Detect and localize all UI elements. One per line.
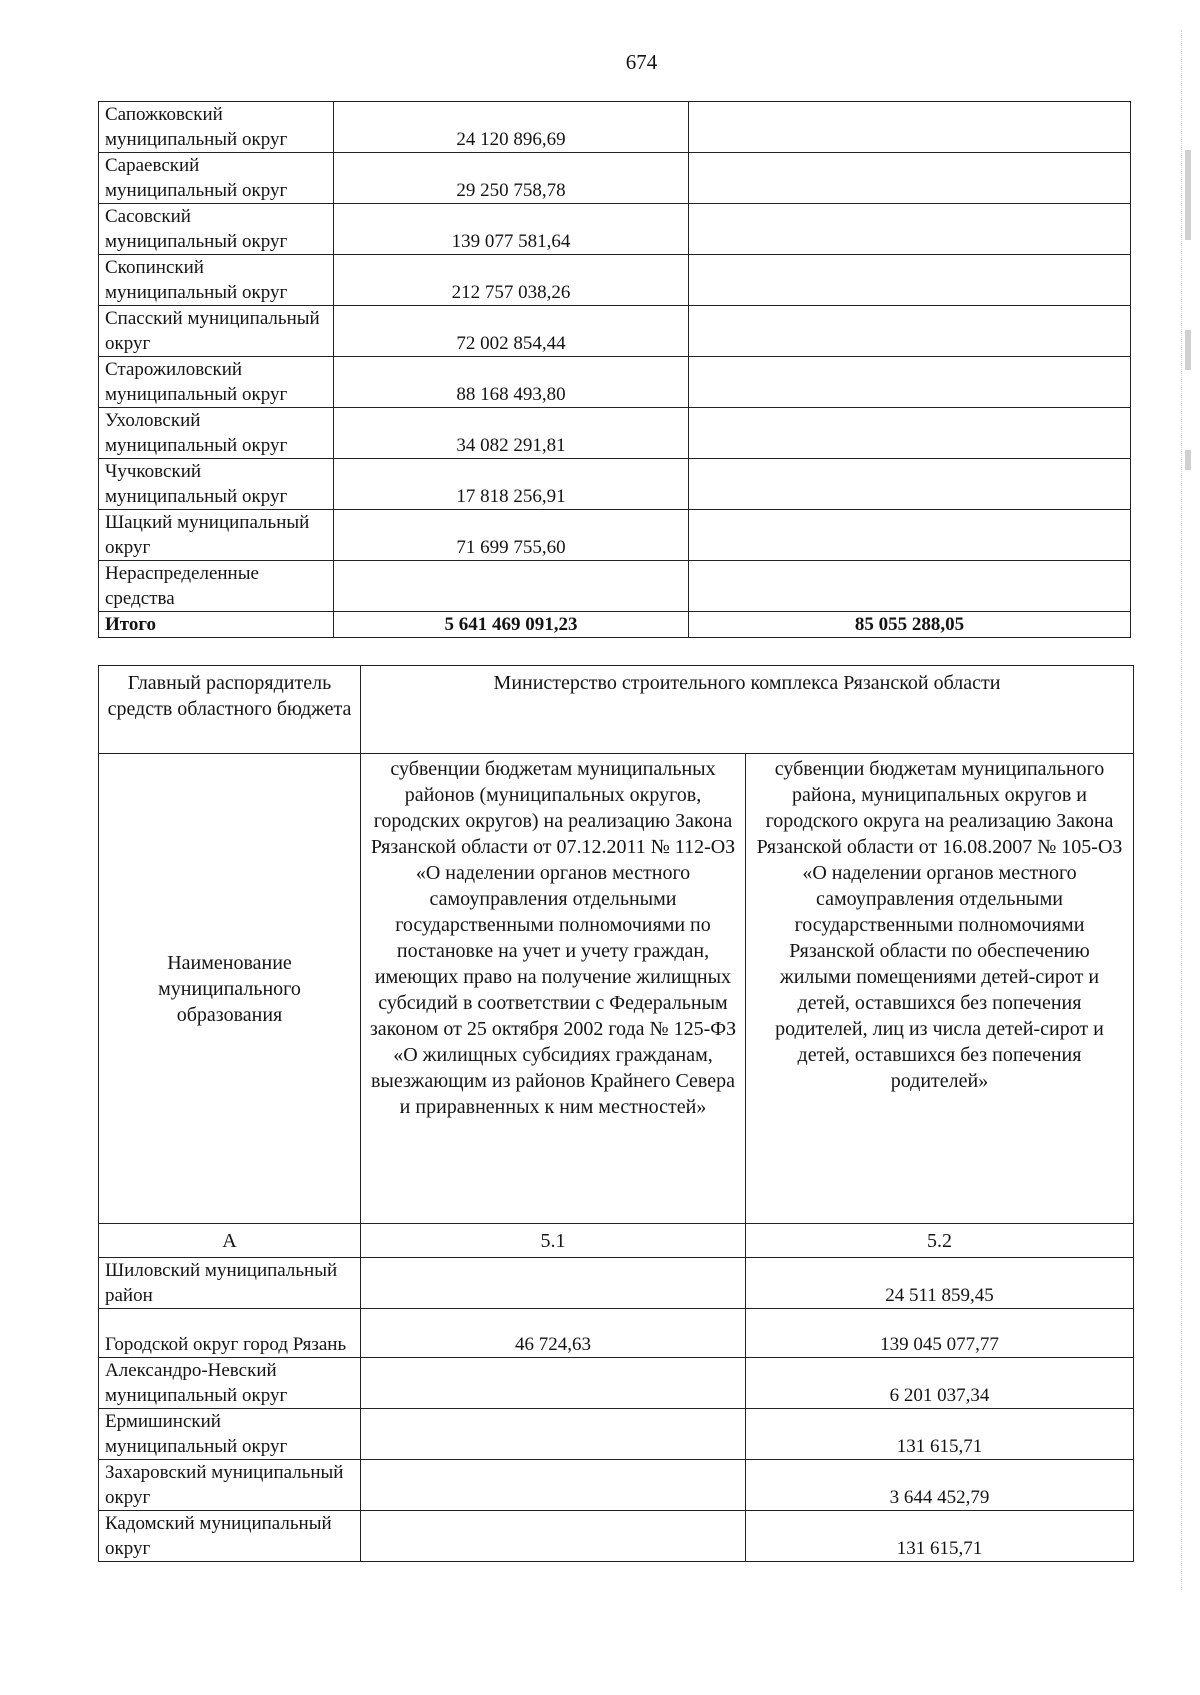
row-value-col1: 212 757 038,26	[334, 255, 689, 306]
table-row	[99, 1309, 1134, 1358]
table-row	[99, 357, 1131, 408]
row-name: Шацкий муниципальный округ	[99, 510, 334, 561]
row-value-col2: 131 615,71	[746, 1511, 1134, 1562]
table-row	[99, 1258, 1134, 1309]
total-value-col2: 85 055 288,05	[689, 612, 1131, 638]
table-row	[99, 510, 1131, 561]
col1-header: субвенции бюджетам муниципальных районов (муниципальных округов, городских округов) на реализацию Закона Рязанской области от 07.12.2011 № 112-ОЗ «О наделении органов местного самоуправления отдельными государственными полномочиями по постановке на учет и учету граждан, имеющих право на получение жилищных субсидий в соответствии с Федеральным законом от 25 октября 2002 года № 125-ФЗ «О жилищных субсидиях гражданам, выезжающим из районов Крайнего Севера и приравненных к ним местностей»	[361, 754, 746, 1224]
row-name: Спасский муниципальный округ	[99, 306, 334, 357]
row-name: Александро-Невский муниципальный округ	[99, 1358, 361, 1409]
row-value-col1	[361, 1460, 746, 1511]
row-name: Старожиловский муниципальный округ	[99, 357, 334, 408]
distributor-row	[99, 666, 1134, 754]
row-name: Кадомский муниципальный округ	[99, 1511, 361, 1562]
table-row	[99, 561, 1131, 612]
table-row	[99, 408, 1131, 459]
table-row	[99, 1511, 1134, 1562]
row-value-col2	[689, 561, 1131, 612]
row-value-col2	[689, 408, 1131, 459]
row-name: Сасовский муниципальный округ	[99, 204, 334, 255]
row-name: Ермишинский муниципальный округ	[99, 1409, 361, 1460]
page-number: 674	[625, 50, 658, 74]
row-value-col2: 3 644 452,79	[746, 1460, 1134, 1511]
total-label: Итого	[99, 612, 334, 638]
table-row	[99, 255, 1131, 306]
table-allocations-part1	[98, 101, 1131, 638]
name-column-header: Наименование муниципального образования	[99, 754, 361, 1224]
table-row	[99, 102, 1131, 153]
row-value-col2	[689, 357, 1131, 408]
distributor-value: Министерство строительного комплекса Рязанской области	[361, 666, 1134, 754]
row-value-col1	[361, 1511, 746, 1562]
row-name: Ухоловский муниципальный округ	[99, 408, 334, 459]
row-value-col1: 71 699 755,60	[334, 510, 689, 561]
row-value-col1	[361, 1358, 746, 1409]
table-row	[99, 1460, 1134, 1511]
row-value-col2: 24 511 859,45	[746, 1258, 1134, 1309]
row-value-col2	[689, 306, 1131, 357]
row-value-col2	[689, 153, 1131, 204]
row-value-col2: 139 045 077,77	[746, 1309, 1134, 1358]
row-name: Шиловский муниципальный район	[99, 1258, 361, 1309]
row-value-col1: 29 250 758,78	[334, 153, 689, 204]
row-value-col2	[689, 204, 1131, 255]
row-value-col1: 72 002 854,44	[334, 306, 689, 357]
row-value-col1: 88 168 493,80	[334, 357, 689, 408]
row-name: Чучковский муниципальный округ	[99, 459, 334, 510]
table-row	[99, 204, 1131, 255]
row-value-col2	[689, 459, 1131, 510]
table-row	[99, 153, 1131, 204]
row-name: Сапожковский муниципальный округ	[99, 102, 334, 153]
row-value-col1: 34 082 291,81	[334, 408, 689, 459]
column-headers-row	[99, 754, 1134, 1224]
distributor-label: Главный распорядитель средств областного бюджета	[99, 666, 361, 754]
total-row	[99, 612, 1131, 638]
row-value-col2	[689, 255, 1131, 306]
table-row	[99, 306, 1131, 357]
row-value-col1: 139 077 581,64	[334, 204, 689, 255]
index-name: А	[99, 1224, 361, 1258]
table-row	[99, 1358, 1134, 1409]
row-name: Сараевский муниципальный округ	[99, 153, 334, 204]
index-row	[99, 1224, 1134, 1258]
row-value-col2	[689, 102, 1131, 153]
row-name: Городской округ город Рязань	[99, 1309, 361, 1358]
row-value-col1: 24 120 896,69	[334, 102, 689, 153]
table-row	[99, 1409, 1134, 1460]
row-value-col2: 131 615,71	[746, 1409, 1134, 1460]
row-value-col2	[689, 510, 1131, 561]
index-col1: 5.1	[361, 1224, 746, 1258]
row-value-col1	[361, 1258, 746, 1309]
scan-edge-artifact	[1181, 30, 1196, 1590]
table-allocations-part2	[98, 665, 1134, 1562]
total-value-col1: 5 641 469 091,23	[334, 612, 689, 638]
row-value-col1	[334, 561, 689, 612]
index-col2: 5.2	[746, 1224, 1134, 1258]
row-name: Нераспределенные средства	[99, 561, 334, 612]
row-value-col1: 17 818 256,91	[334, 459, 689, 510]
row-name: Захаровский муниципальный округ	[99, 1460, 361, 1511]
row-value-col1: 46 724,63	[361, 1309, 746, 1358]
row-name: Скопинский муниципальный округ	[99, 255, 334, 306]
row-value-col2: 6 201 037,34	[746, 1358, 1134, 1409]
row-value-col1	[361, 1409, 746, 1460]
col2-header: субвенции бюджетам муниципального района, муниципальных округов и городского округа на реализацию Закона Рязанской области от 16.08.2007 № 105-ОЗ «О наделении органов местного самоуправления отдельными государственными полномочиями Рязанской области по обеспечению жилыми помещениями детей-сирот и детей, оставшихся без попечения родителей, лиц из числа детей-сирот и детей, оставшихся без попечения родителей»	[746, 754, 1134, 1224]
table-row	[99, 459, 1131, 510]
